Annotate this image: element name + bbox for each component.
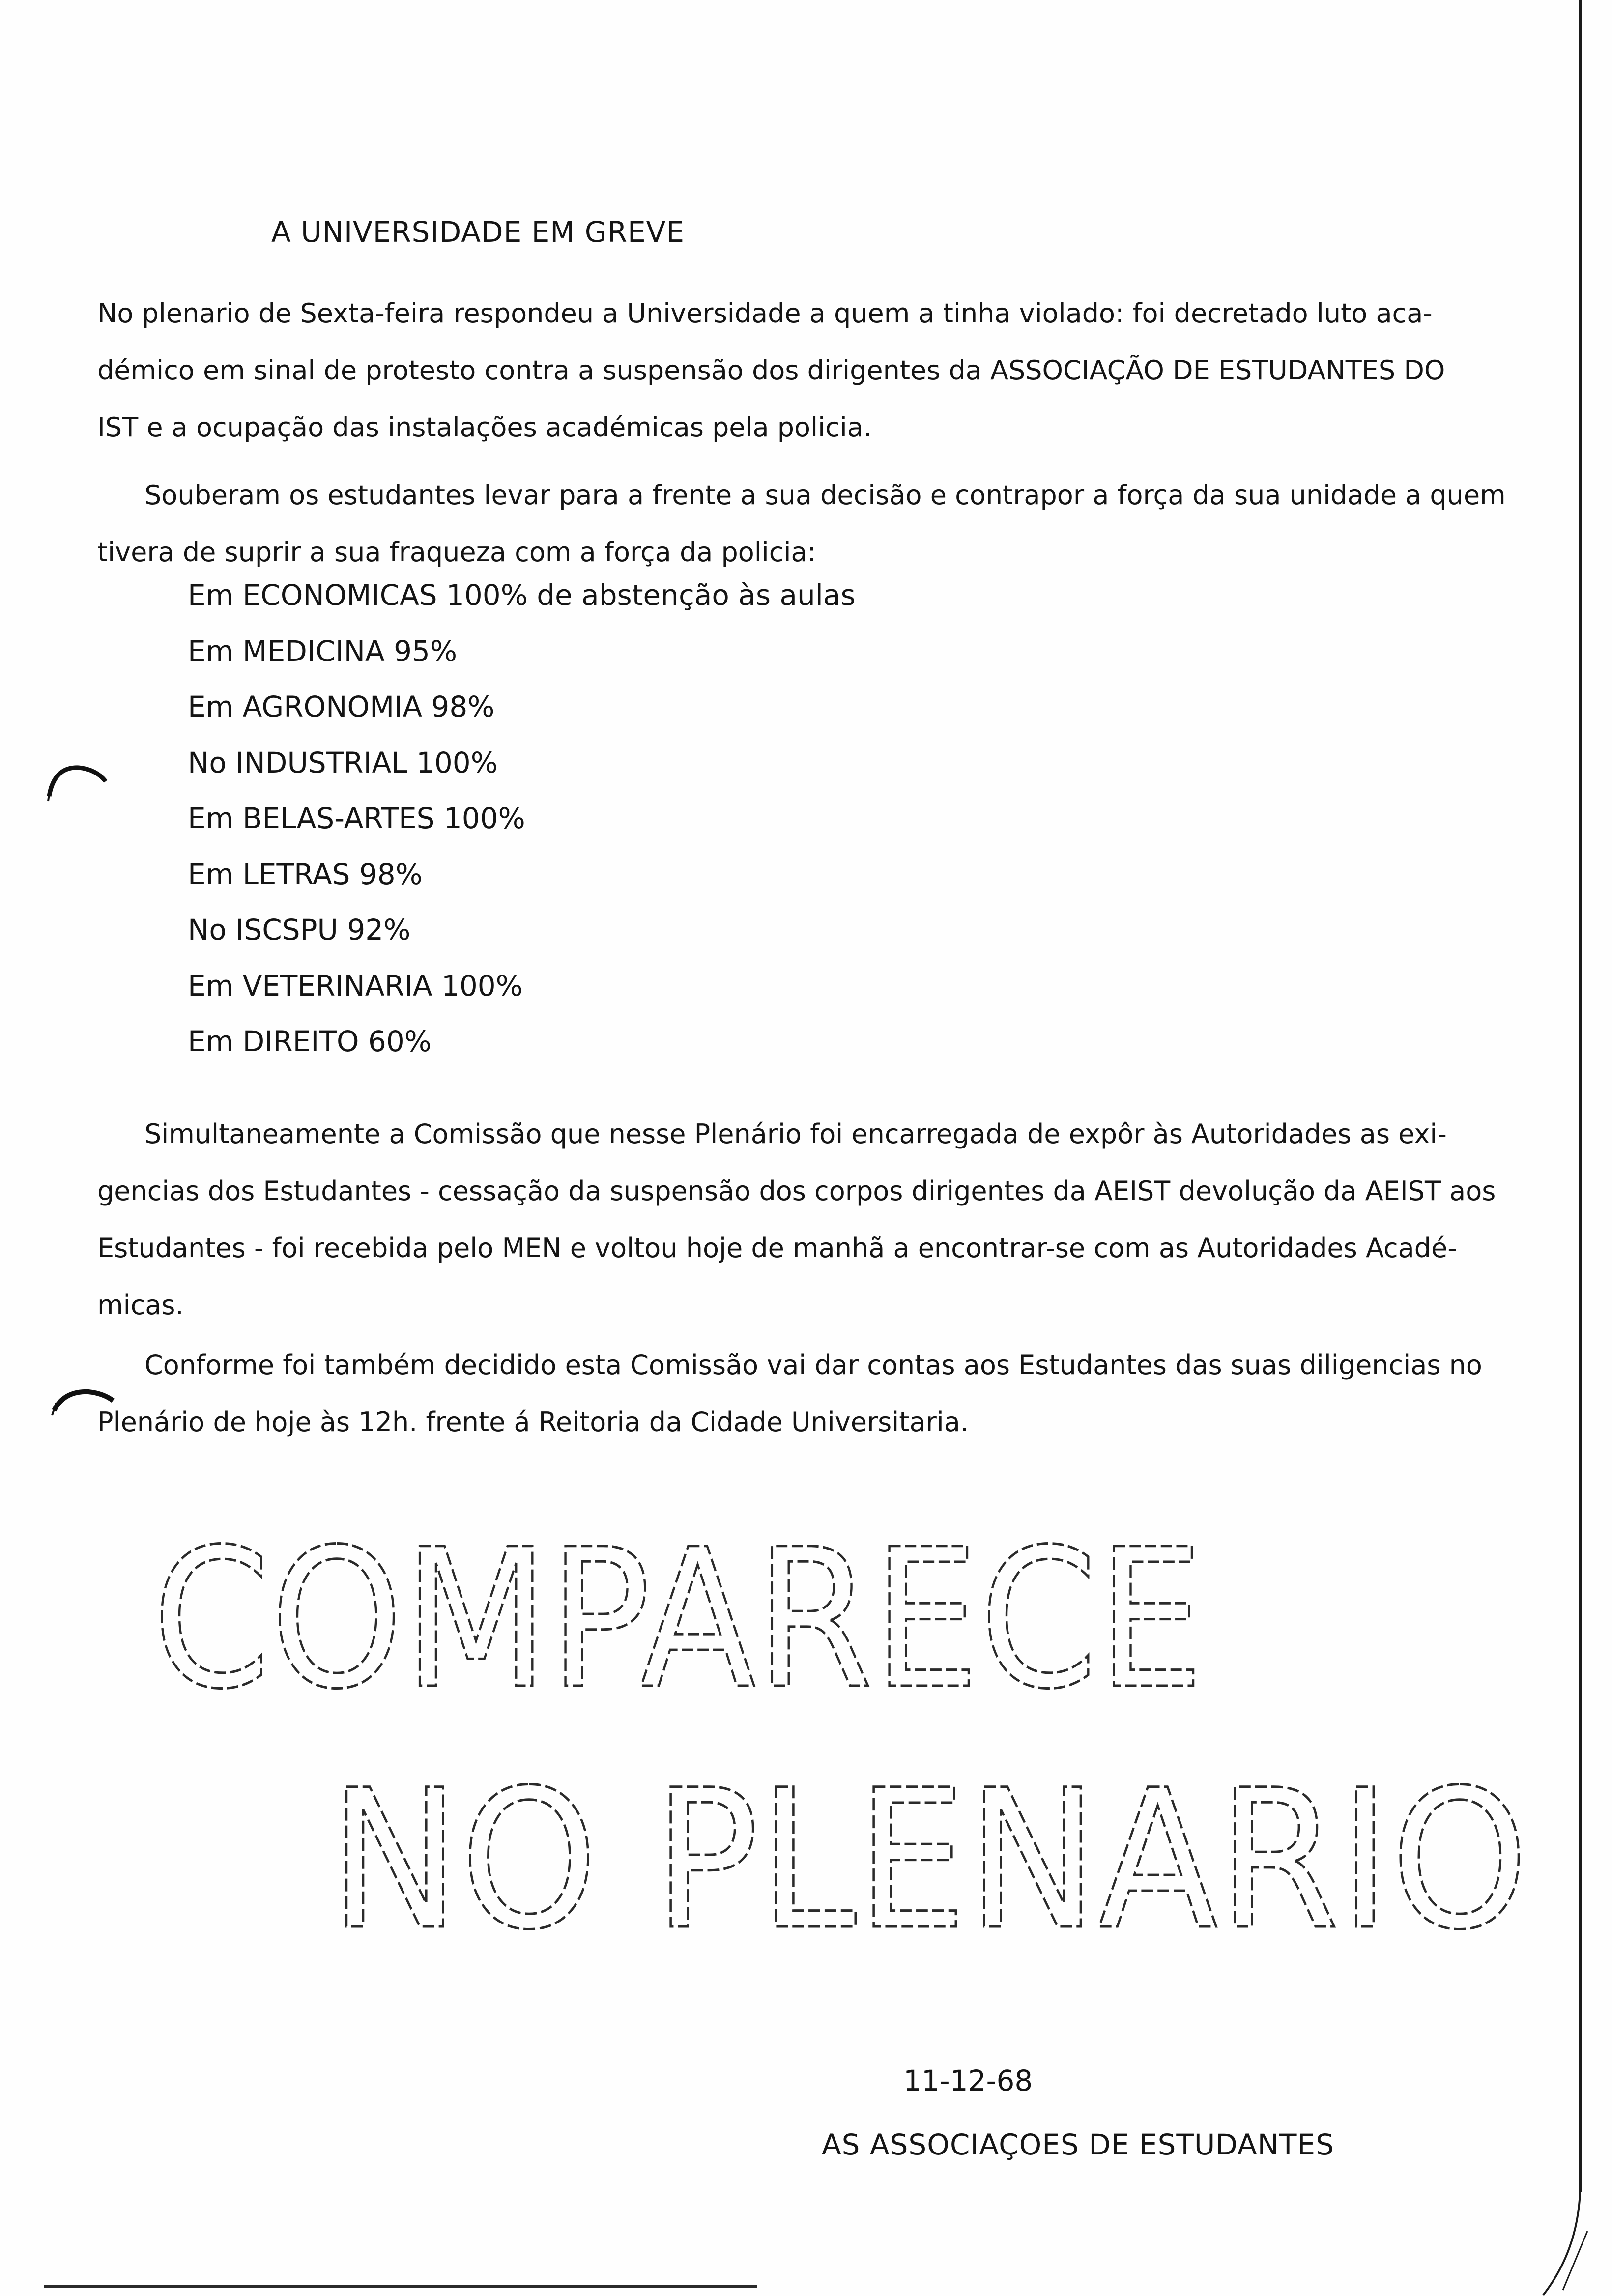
list-item: Em ECONOMICAS 100% de abstenção às aulas <box>188 578 856 612</box>
text-line: micas. <box>97 1290 184 1320</box>
list-item: Em MEDICINA 95% <box>188 634 458 668</box>
document-date: 11-12-68 <box>903 2064 1033 2097</box>
text-line: Simultaneamente a Comissão que nesse Plenário foi encarregada de expôr às Autoridades as exi- <box>144 1119 1447 1149</box>
ink-smudge <box>44 757 113 806</box>
scan-edge-curve <box>1533 2172 1607 2296</box>
strike-results-list <box>188 568 856 1070</box>
list-item: Em VETERINARIA 100% <box>188 969 523 1003</box>
list-item: No INDUSTRIAL 100% <box>188 746 498 779</box>
text-line: Souberam os estudantes levar para a frente a sua decisão e contrapor a força da sua unidade a quem <box>144 480 1506 511</box>
paragraph-plenario <box>97 285 1445 456</box>
text-line: Estudantes - foi recebida pelo MEN e voltou hoje de manhã a encontrar-se com as Autoridades Acadé- <box>97 1233 1457 1263</box>
list-item: Em DIREITO 60% <box>188 1025 432 1058</box>
document-title: A UNIVERSIDADE EM GREVE <box>271 215 685 249</box>
text-line: Conforme foi também decidido esta Comissão vai dar contas aos Estudantes das suas diligencias no <box>144 1349 1482 1380</box>
document-signature: AS ASSOCIAÇOES DE ESTUDANTES <box>822 2128 1334 2161</box>
stencil-line-no-plenario: NO PLENARIO <box>329 1749 1528 1972</box>
paragraph-students <box>97 467 1506 581</box>
list-item: Em AGRONOMIA 98% <box>188 690 495 723</box>
text-line: No plenario de Sexta-feira respondeu a Universidade a quem a tinha violado: foi decretado luto aca- <box>97 298 1433 329</box>
text-line: démico em sinal de protesto contra a suspensão dos dirigentes da ASSOCIAÇÃO DE ESTUDANTES DO <box>97 355 1445 386</box>
text-line: tivera de suprir a sua fraqueza com a força da policia: <box>97 537 816 568</box>
text-line: gencias dos Estudantes - cessação da suspensão dos corpos dirigentes da AEIST devolução da AEIST aos <box>97 1176 1496 1206</box>
text-line: IST e a ocupação das instalações académicas pela policia. <box>97 412 872 443</box>
list-item: No ISCSPU 92% <box>188 913 411 947</box>
paragraph-commission <box>97 1106 1496 1334</box>
stencil-line-comparece: COMPARECE <box>152 1509 1204 1731</box>
scan-bottom-line <box>44 2285 757 2288</box>
paragraph-conforme <box>97 1337 1482 1451</box>
stencil-lettering <box>143 1509 1548 1976</box>
text-line: Plenário de hoje às 12h. frente á Reitoria da Cidade Universitaria. <box>97 1406 969 1437</box>
scan-edge-line <box>1579 0 1582 2192</box>
list-item: Em BELAS-ARTES 100% <box>188 802 525 835</box>
list-item: Em LETRAS 98% <box>188 857 423 891</box>
